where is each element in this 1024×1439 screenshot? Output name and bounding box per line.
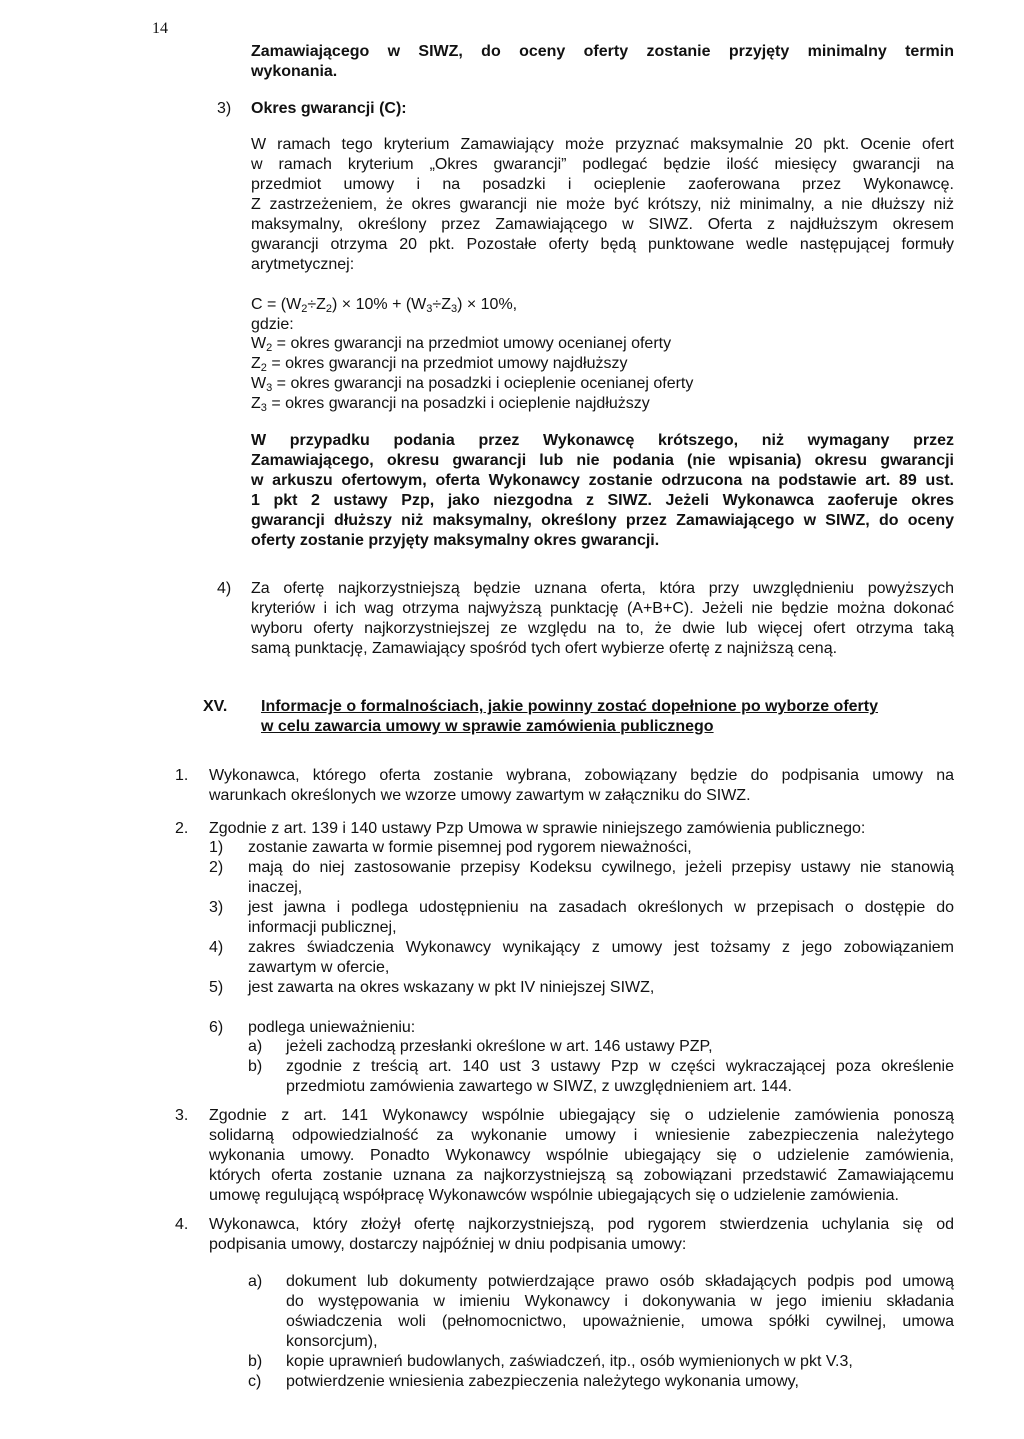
item-2-sub-5-line-1: jest zawarta na okres wskazany w pkt IV niniejszej SIWZ,	[248, 979, 655, 996]
item-4-line-1: Wykonawca, który złożył ofertę najkorzystniejszą, pod rygorem stwierdzenia uchylania się od	[209, 1216, 954, 1233]
item-2-sub-6b-line-1: zgodnie z treścią art. 140 ust 3 ustawy Pzp w części wykraczającej poza określenie	[286, 1058, 954, 1075]
criterion-3-para-line-1: W ramach tego kryterium Zamawiający może przyznać maksymalnie 20 pkt. Ocenie ofert	[251, 136, 954, 153]
section-xv-heading-line-2: w celu zawarcia umowy w sprawie zamówienia publicznego	[261, 718, 714, 735]
warranty-note-line-3: w arkuszu ofertowym, oferta Wykonawcy zostanie odrzucona na podstawie art. 89 ust.	[251, 472, 954, 489]
item-2-sub-6a-number: a)	[248, 1038, 263, 1055]
point-4-number: 4)	[217, 580, 232, 597]
section-xv-number: XV.	[203, 698, 228, 715]
intro-line-2: wykonania.	[251, 63, 338, 80]
item-2-intro: Zgodnie z art. 139 i 140 ustawy Pzp Umowa w sprawie niniejszego zamówienia publicznego:	[209, 820, 866, 837]
item-4-sub-a-line-1: dokument lub dokumenty potwierdzające prawo osób składających podpis pod umową	[286, 1273, 954, 1290]
item-2-sub-2-line-2: inaczej,	[248, 879, 303, 896]
item-3-line-3: wykonania umowy. Ponadto Wykonawcy wspólnie ubiegający się o udzielenie zamówienia,	[209, 1147, 954, 1164]
warranty-note-line-5: gwarancji dłuższy niż maksymalny, określony przez Zamawiającego w SIWZ, do oceny	[251, 512, 954, 529]
item-2-sub-6b-number: b)	[248, 1058, 263, 1075]
item-3-line-5: umowę regulującą współpracę Wykonawców wspólnie ubiegających się o udzielenie zamówienia.	[209, 1187, 899, 1204]
item-2-number: 2.	[175, 820, 189, 837]
formula-def-w2: $W_2$ = okres gwarancji na przedmiot umowy ocenianej oferty	[251, 335, 672, 354]
item-4-sub-a-line-2: do występowania w imieniu Wykonawcy i dokonywania w jego imieniu składania	[286, 1293, 954, 1310]
criterion-3-para-line-3: przedmiot umowy i na posadzki i ocieplenie zaoferowana przez Wykonawcę.	[251, 176, 954, 193]
item-4-sub-a-line-3: oświadczenia woli (pełnomocnictwo, upoważnienie, umowa spółki cywilnej, umowa	[286, 1313, 954, 1330]
item-3-line-2: solidarną odpowiedzialność za wykonanie umowy i wniesienie zabezpieczenia należytego	[209, 1127, 954, 1144]
item-4-sub-b-number: b)	[248, 1353, 263, 1370]
item-2-sub-2-line-1: mają do niej zastosowanie przepisy Kodeksu cywilnego, jeżeli przepisy ustawy nie stanowią	[248, 859, 954, 876]
criterion-3-para-line-5: maksymalny, określony przez Zamawiającego w SIWZ. Oferta z najdłuższym okresem	[251, 216, 954, 233]
formula-def-w3: $W_3$ = okres gwarancji na posadzki i ocieplenie ocenianej oferty	[251, 375, 694, 394]
item-4-line-2: podpisania umowy, dostarczy najpóźniej w dniu podpisania umowy:	[209, 1236, 687, 1253]
warranty-note-line-2: Zamawiającego, okresu gwarancji lub nie podania (nie wpisania) okresu gwarancji	[251, 452, 954, 469]
item-2-sub-4-line-1: zakres świadczenia Wykonawcy wynikający z umowy jest tożsamy z jego zobowiązaniem	[248, 939, 954, 956]
point-4-line-2: kryteriów i ich wag otrzyma najwyższą punktację (A+B+C). Jeżeli nie będzie można dokonać	[251, 600, 954, 617]
warranty-note-line-4: 1 pkt 2 ustawy Pzp, jako niezgodna z SIWZ. Jeżeli Wykonawca zaoferuje okres	[251, 492, 954, 509]
formula-def-z2: $Z_2$ = okres gwarancji na przedmiot umowy najdłuższy	[251, 355, 628, 374]
intro-line-1: Zamawiającego w SIWZ, do oceny oferty zostanie przyjęty minimalny termin	[251, 43, 954, 60]
item-2-sub-6-line-1: podlega unieważnieniu:	[248, 1019, 416, 1036]
page-number: 14	[152, 20, 168, 37]
point-4-line-3: wyboru oferty najkorzystniejszej ze względu na to, że dwie lub więcej ofert otrzyma taką	[251, 620, 954, 637]
item-2-sub-4-line-2: zawartym w ofercie,	[248, 959, 390, 976]
criterion-3-para-line-2: w ramach kryterium „Okres gwarancji” podlegać będzie ilość miesięcy gwarancji na	[251, 156, 954, 173]
item-4-sub-c-number: c)	[248, 1373, 262, 1390]
item-3-line-1: Zgodnie z art. 141 Wykonawcy wspólnie ubiegający się o udzielenie zamówienia ponoszą	[209, 1107, 954, 1124]
item-2-sub-6a-line-1: jeżeli zachodzą przesłanki określone w art. 146 ustawy PZP,	[286, 1038, 713, 1055]
point-4-line-4: samą punktację, Zamawiający spośród tych ofert wybierze ofertę z najniższą ceną.	[251, 640, 838, 657]
item-4-sub-c-line-1: potwierdzenie wniesienia zabezpieczenia należytego wykonania umowy,	[286, 1373, 799, 1390]
item-2-sub-6b-line-2: przedmiotu zamówienia zawartego w SIWZ, z uwzględnieniem art. 144.	[286, 1078, 792, 1095]
formula-gdzie: gdzie:	[251, 316, 294, 333]
item-4-sub-a-number: a)	[248, 1273, 263, 1290]
section-xv-heading-line-1: Informacje o formalnościach, jakie powinny zostać dopełnione po wyborze oferty	[261, 698, 879, 715]
criterion-3-title: Okres gwarancji (C):	[251, 100, 407, 117]
criterion-3-para-line-7: arytmetycznej:	[251, 256, 355, 273]
warranty-note-line-6: oferty zostanie przyjęty maksymalny okres gwarancji.	[251, 532, 660, 549]
item-1-line-2: warunkach określonych we wzorze umowy zawartym w załączniku do SIWZ.	[209, 787, 751, 804]
item-3-number: 3.	[175, 1107, 189, 1124]
item-2-sub-4-number: 4)	[209, 939, 224, 956]
item-2-sub-2-number: 2)	[209, 859, 224, 876]
item-2-sub-5-number: 5)	[209, 979, 224, 996]
criterion-3-para-line-6: gwarancji otrzyma 20 pkt. Pozostałe oferty będą punktowane wedle następującej formuły	[251, 236, 954, 253]
item-4-sub-a-line-4: konsorcjum),	[286, 1333, 378, 1350]
item-2-sub-3-line-2: informacji publicznej,	[248, 919, 397, 936]
item-2-sub-1-number: 1)	[209, 839, 224, 856]
item-2-sub-6-number: 6)	[209, 1019, 224, 1036]
point-4-line-1: Za ofertę najkorzystniejszą będzie uznana oferta, która przy uwzględnieniu powyższych	[251, 580, 954, 597]
item-4-number: 4.	[175, 1216, 189, 1233]
item-2-sub-1-line-1: zostanie zawarta w formie pisemnej pod rygorem nieważności,	[248, 839, 692, 856]
item-2-sub-3-line-1: jest jawna i podlega udostępnieniu na zasadach określonych w przepisach o dostępie do	[248, 899, 954, 916]
warranty-note-line-1: W przypadku podania przez Wykonawcę krótszego, niż wymagany przez	[251, 432, 954, 449]
item-2-sub-3-number: 3)	[209, 899, 224, 916]
item-3-line-4: których oferta zostanie uznana za najkorzystniejszą są zobowiązani przedstawić Zamawiającemu	[209, 1167, 954, 1184]
item-1-number: 1.	[175, 767, 189, 784]
formula: $C = (W_2\div Z_2) \times 10\% + (W_3\div Z_3) \times 10\%$,	[251, 296, 518, 315]
item-4-sub-b-line-1: kopie uprawnień budowlanych, zaświadczeń, itp., osób wymienionych w pkt V.3,	[286, 1353, 853, 1370]
formula-def-z3: $Z_3$ = okres gwarancji na posadzki i ocieplenie najdłuższy	[251, 395, 650, 414]
criterion-3-para-line-4: Z zastrzeżeniem, że okres gwarancji nie może być krótszy, niż minimalny, a nie dłuższy niż	[251, 196, 954, 213]
criterion-3-number: 3)	[217, 100, 232, 117]
item-1-line-1: Wykonawca, którego oferta zostanie wybrana, zobowiązany będzie do podpisania umowy na	[209, 767, 954, 784]
